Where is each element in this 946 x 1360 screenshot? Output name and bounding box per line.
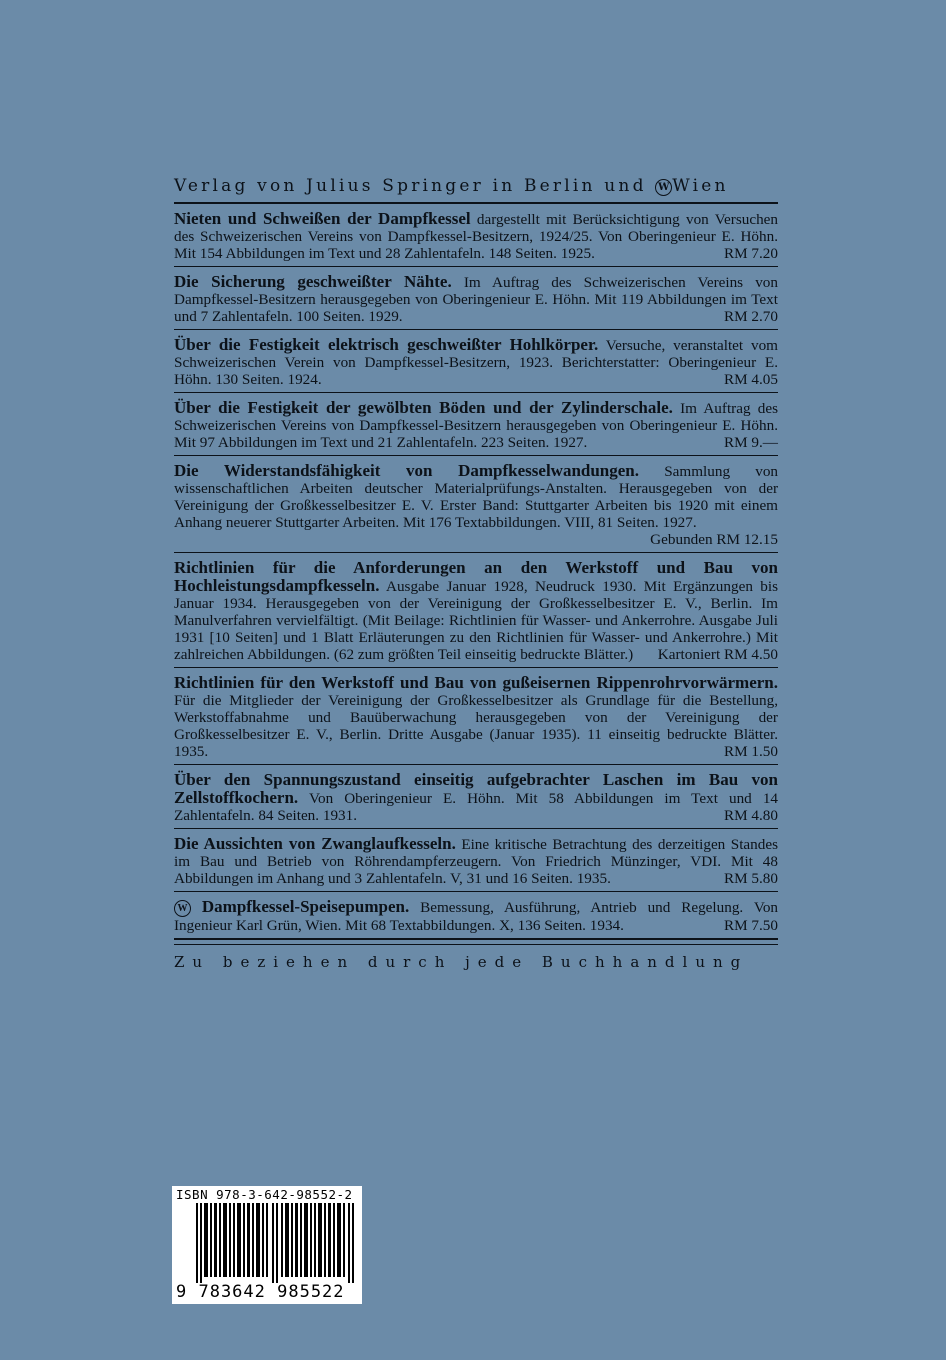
book-entry xyxy=(174,829,778,892)
book-description: Sammlung von wissenschaftlichen Arbeiten deutscher Materialprüfungs-Anstalten. Herausgegeben von der Vereinigung der Großkesselbesitzer E. V. Erster Band: Stuttgarter Arbeiten bis 1920 mit einem Anhang neuerer Stuttgarter Arbeiten. Mit 176 Textabbildungen. VIII, 81 Seiten. 1927. xyxy=(174,463,779,531)
book-entry xyxy=(174,765,778,829)
wien-icon: W xyxy=(655,179,672,196)
book-title: Richtlinien für die Anforderungen an den Werkstoff und Bau von Hochleistungsdampfkesseln. xyxy=(174,558,778,595)
bookstore-footer: Zu beziehen durch jede Buchhandlung xyxy=(174,944,778,971)
book-price: RM 4.80 xyxy=(723,807,778,824)
book-description: Von Oberingenieur E. Höhn. Mit 58 Abbildungen im Text und 14 Zahlentafeln. 84 Seiten. 1931. xyxy=(174,790,779,824)
book-title: Richtlinien für den Werkstoff und Bau von gußeisernen Rippenrohrvorwärmern. xyxy=(174,673,778,692)
book-entry xyxy=(174,330,778,393)
book-entry xyxy=(174,456,778,553)
book-entry xyxy=(174,267,778,330)
isbn-label: ISBN 978-3-642-98552-2 xyxy=(176,1187,353,1202)
book-description: Im Auftrag des Schweizerischen Vereins von Dampfkessel-Besitzern herausgegeben von Oberingenieur E. Höhn. Mit 97 Abbildungen im Text und 21 Zahlentafeln. 223 Seiten. 1927. xyxy=(174,400,778,451)
book-title: Über die Festigkeit der gewölbten Böden und der Zylinderschale. xyxy=(174,398,673,417)
book-price: RM 7.20 xyxy=(723,245,778,262)
book-price: RM 1.50 xyxy=(723,743,778,760)
book-price: RM 5.80 xyxy=(723,870,778,887)
book-price: RM 4.05 xyxy=(723,371,778,388)
publisher-header-wien: Wien xyxy=(672,176,729,196)
book-title: Über die Festigkeit elektrisch geschweißter Hohlkörper. xyxy=(174,335,599,354)
publisher-advertisement xyxy=(174,176,778,971)
book-entry xyxy=(174,204,778,267)
book-entry xyxy=(174,668,778,765)
book-price: Gebunden RM 12.15 xyxy=(650,531,778,548)
book-entry xyxy=(174,892,778,940)
book-description: dargestellt mit Berücksichtigung von Versuchen des Schweizerischen Vereins von Dampfkessel-Besitzern, 1924/25. Von Oberingenieur E. Höhn. Mit 154 Abbildungen im Text und 28 Zahlentafeln. 148 Seiten. 1925. xyxy=(174,211,778,262)
book-description: Bemessung, Ausführung, Antrieb und Regelung. Von Ingenieur Karl Grün, Wien. Mit 68 Textabbildungen. X, 136 Seiten. 1934. xyxy=(174,899,779,934)
book-title: Die Widerstandsfähigkeit von Dampfkesselwandungen. xyxy=(174,461,640,480)
book-title: Über den Spannungszustand einseitig aufgebrachter Laschen im Bau von Zellstoffkochern. xyxy=(174,770,778,807)
book-description: Im Auftrag des Schweizerischen Vereins von Dampfkessel-Besitzern herausgegeben von Oberingenieur E. Höhn. Mit 119 Abbildungen im Text und 7 Zahlentafeln. 100 Seiten. 1929. xyxy=(174,274,778,325)
barcode-digits: 9 783642 985522 xyxy=(176,1282,345,1302)
book-description: Ausgabe Januar 1928, Neudruck 1930. Mit Ergänzungen bis Januar 1934. Herausgegeben von der Vereinigung der Großkesselbesitzer E. V., Berlin. Im Manulverfahren vervielfältigt. (Mit Beilage: Richtlinien für Wasser- und Ankerrohre. Ausgabe Juli 1931 [10 Seiten] und 1 Blatt Erläuterungen zu den Richtlinien für Wasser- und Ankerrohre.) Mit zahlreichen Abbildungen. (62 zum größten Teil einseitig bedruckte Blätter.) xyxy=(174,578,778,663)
book-title: Die Sicherung geschweißter Nähte. xyxy=(174,272,452,291)
publisher-header xyxy=(174,176,778,204)
barcode-icon xyxy=(196,1203,356,1283)
book-title: Dampfkessel-Speisepumpen. xyxy=(201,897,410,916)
book-title: Nieten und Schweißen der Dampfkessel xyxy=(174,209,471,228)
book-title: Die Aussichten von Zwanglaufkesseln. xyxy=(174,834,456,853)
book-entry xyxy=(174,553,778,668)
book-price: Kartoniert RM 4.50 xyxy=(657,646,778,663)
book-price: RM 7.50 xyxy=(723,917,778,934)
book-description: Für die Mitglieder der Vereinigung der Großkesselbesitzer als Grundlage für die Bestellung, Werkstoffabnahme und Bauüberwachung herausgegeben von der Vereinigung der Großkesselbesitzer E. V., Berlin. Dritte Ausgabe (Januar 1935). 11 einseitig bedruckte Blätter. 1935. xyxy=(174,692,778,760)
book-price: RM 2.70 xyxy=(723,308,778,325)
book-entry xyxy=(174,393,778,456)
publisher-header-text: Verlag von Julius Springer in Berlin und xyxy=(174,176,647,196)
book-description: Eine kritische Betrachtung des derzeitigen Standes im Bau und Betrieb von Röhrendampferzeugern. Von Friedrich Münzinger, VDI. Mit 48 Abbildungen im Anhang und 3 Zahlentafeln. V, 31 und 16 Seiten. 1935. xyxy=(174,836,779,887)
book-price: RM 9.— xyxy=(723,434,778,451)
book-description: Versuche, veranstaltet vom Schweizerischen Verein von Dampfkessel-Besitzern, 1923. Berichterstatter: Oberingenieur E. Höhn. 130 Seiten. 1924. xyxy=(174,337,778,388)
isbn-barcode-box xyxy=(172,1186,362,1304)
wien-icon: W xyxy=(174,900,191,917)
